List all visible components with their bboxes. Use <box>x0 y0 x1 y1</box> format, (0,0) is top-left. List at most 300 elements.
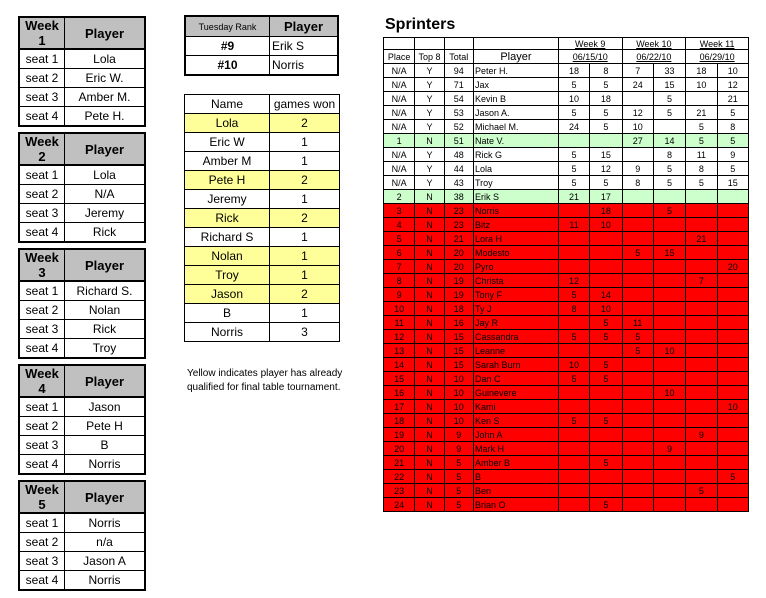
place-cell: 10 <box>384 302 415 316</box>
top8-cell: N <box>415 204 444 218</box>
seat-player-cell: Norris <box>65 571 146 591</box>
w10-a-cell <box>622 470 653 484</box>
w11-a-cell <box>686 386 717 400</box>
w11-b-cell <box>717 190 748 204</box>
w9-a-cell <box>558 456 589 470</box>
w9-b-cell <box>590 232 622 246</box>
place-cell: 7 <box>384 260 415 274</box>
total-cell: 54 <box>444 92 473 106</box>
seat-cell: seat 3 <box>19 204 65 223</box>
seat-player-cell: Pete H <box>65 417 146 436</box>
w11-b-cell <box>717 204 748 218</box>
top8-cell: Y <box>415 120 444 134</box>
total-cell: 10 <box>444 414 473 428</box>
games-won-cell: 1 <box>270 190 340 209</box>
w9-a-cell <box>558 260 589 274</box>
place-cell: 8 <box>384 274 415 288</box>
seat-row <box>19 513 145 533</box>
player-cell: Peter H. <box>473 64 558 78</box>
games-won-cell: 2 <box>270 171 340 190</box>
top8-cell: N <box>415 302 444 316</box>
w11-a-cell: 8 <box>686 162 717 176</box>
sprinter-row <box>384 78 749 92</box>
w11-a-cell <box>686 302 717 316</box>
seat-player-cell: Jason <box>65 397 146 417</box>
w11-b-cell: 5 <box>717 162 748 176</box>
w9-b-cell <box>590 470 622 484</box>
games-won-cell: 2 <box>270 209 340 228</box>
sprinter-row <box>384 316 749 330</box>
top8-cell: Y <box>415 106 444 120</box>
w10-b-cell <box>653 218 685 232</box>
player-cell: Amber B <box>473 456 558 470</box>
place-cell: 5 <box>384 232 415 246</box>
games-won-cell: 2 <box>270 114 340 133</box>
w9-b-cell <box>590 400 622 414</box>
w9-a-cell <box>558 484 589 498</box>
seat-row <box>19 417 145 436</box>
player-cell: Christa <box>473 274 558 288</box>
w11-b-cell: 20 <box>717 260 748 274</box>
top8-cell: N <box>415 358 444 372</box>
games-row <box>185 114 340 133</box>
w9-b-cell <box>590 274 622 288</box>
w9-b-cell: 5 <box>590 498 622 512</box>
w9-b-cell <box>590 134 622 148</box>
top8-cell: N <box>415 386 444 400</box>
total-cell: 10 <box>444 372 473 386</box>
w10-a-cell: 9 <box>622 162 653 176</box>
w10-b-cell <box>653 190 685 204</box>
player-name-cell: B <box>185 304 270 323</box>
sprinter-row <box>384 498 749 512</box>
w9-a-cell: 5 <box>558 78 589 92</box>
place-cell: 9 <box>384 288 415 302</box>
w9-a-cell: 5 <box>558 148 589 162</box>
w9-a-cell <box>558 134 589 148</box>
sprinter-row <box>384 232 749 246</box>
w11-a-cell <box>686 372 717 386</box>
w10-b-cell <box>653 428 685 442</box>
seat-player-cell: Rick <box>65 223 146 243</box>
top8-cell: N <box>415 246 444 260</box>
player-cell: Norris <box>473 204 558 218</box>
w11-a-cell <box>686 470 717 484</box>
top8-cell: N <box>415 442 444 456</box>
w11-b-cell: 5 <box>717 470 748 484</box>
seat-row <box>19 339 145 359</box>
w10-a-cell <box>622 218 653 232</box>
player-name-cell: Jason <box>185 285 270 304</box>
games-won-cell: 1 <box>270 266 340 285</box>
w10-a-cell <box>622 190 653 204</box>
player-header: Player <box>65 17 146 49</box>
player-cell: Lora H <box>473 232 558 246</box>
w10-a-cell: 8 <box>622 176 653 190</box>
seat-row <box>19 69 145 88</box>
w9-b-cell: 5 <box>590 330 622 344</box>
w9-b-cell: 18 <box>590 92 622 106</box>
w10-b-cell: 8 <box>653 148 685 162</box>
place-cell: N/A <box>384 162 415 176</box>
week-3-table <box>18 248 146 359</box>
player-cell: Tony F <box>473 288 558 302</box>
player-name-cell: Lola <box>185 114 270 133</box>
top8-cell: N <box>415 372 444 386</box>
w11-a-cell <box>686 456 717 470</box>
total-cell: 10 <box>444 386 473 400</box>
sprinter-row <box>384 218 749 232</box>
seat-cell: seat 4 <box>19 571 65 591</box>
player-name-cell: Norris <box>185 323 270 342</box>
w11-b-cell: 15 <box>717 176 748 190</box>
w9-b-cell: 14 <box>590 288 622 302</box>
games-won-cell: 1 <box>270 247 340 266</box>
player-cell: Nate V. <box>473 134 558 148</box>
games-row <box>185 171 340 190</box>
player-cell: Jax <box>473 78 558 92</box>
w11-b-cell <box>717 316 748 330</box>
top8-cell: N <box>415 316 444 330</box>
top8-cell: N <box>415 330 444 344</box>
w11-a-cell <box>686 190 717 204</box>
player-cell: Dan C <box>473 372 558 386</box>
total-cell: 5 <box>444 456 473 470</box>
player-name-cell: Richard S <box>185 228 270 247</box>
seat-cell: seat 3 <box>19 320 65 339</box>
week-10-date: 06/22/10 <box>622 50 686 64</box>
total-cell: 19 <box>444 288 473 302</box>
w10-a-cell <box>622 456 653 470</box>
place-cell: 24 <box>384 498 415 512</box>
top8-cell: N <box>415 428 444 442</box>
w9-b-cell: 8 <box>590 64 622 78</box>
seat-cell: seat 3 <box>19 436 65 455</box>
w10-a-cell <box>622 260 653 274</box>
w10-b-cell <box>653 358 685 372</box>
w10-a-cell <box>622 414 653 428</box>
w11-a-cell: 5 <box>686 484 717 498</box>
w10-a-cell <box>622 428 653 442</box>
sprinter-row <box>384 414 749 428</box>
total-cell: 18 <box>444 302 473 316</box>
w9-b-cell: 5 <box>590 414 622 428</box>
games-row <box>185 133 340 152</box>
w10-b-cell <box>653 232 685 246</box>
total-cell: 20 <box>444 260 473 274</box>
w9-b-cell <box>590 260 622 274</box>
place-cell: N/A <box>384 78 415 92</box>
games-row <box>185 247 340 266</box>
w10-a-cell <box>622 232 653 246</box>
w11-a-cell <box>686 344 717 358</box>
w10-b-cell <box>653 498 685 512</box>
seat-row <box>19 88 145 107</box>
top8-cell: Y <box>415 92 444 106</box>
w11-b-cell <box>717 302 748 316</box>
w11-b-cell <box>717 442 748 456</box>
player-header: Player <box>65 365 146 397</box>
total-cell: 19 <box>444 274 473 288</box>
w10-b-cell: 14 <box>653 134 685 148</box>
sprinter-row <box>384 204 749 218</box>
w10-a-cell: 7 <box>622 64 653 78</box>
total-cell: 23 <box>444 204 473 218</box>
place-cell: 13 <box>384 344 415 358</box>
sprinter-row <box>384 428 749 442</box>
sprinter-row <box>384 400 749 414</box>
w11-a-cell <box>686 400 717 414</box>
w11-b-cell <box>717 232 748 246</box>
total-cell: 21 <box>444 232 473 246</box>
w10-a-cell <box>622 92 653 106</box>
seat-row <box>19 571 145 591</box>
w9-b-cell <box>590 484 622 498</box>
w10-a-cell <box>622 302 653 316</box>
seat-player-cell: Lola <box>65 49 146 69</box>
games-won-header: games won <box>270 95 340 114</box>
games-row <box>185 152 340 171</box>
games-row <box>185 285 340 304</box>
games-won-cell: 1 <box>270 133 340 152</box>
seat-cell: seat 4 <box>19 107 65 127</box>
seat-player-cell: Nolan <box>65 301 146 320</box>
total-cell: 38 <box>444 190 473 204</box>
place-cell: 4 <box>384 218 415 232</box>
seat-cell: seat 2 <box>19 69 65 88</box>
place-cell: N/A <box>384 176 415 190</box>
w9-a-cell <box>558 204 589 218</box>
w9-b-cell: 10 <box>590 218 622 232</box>
seat-row <box>19 533 145 552</box>
total-cell: 44 <box>444 162 473 176</box>
player-cell: Rick G <box>473 148 558 162</box>
total-cell: 20 <box>444 246 473 260</box>
player-cell: Bitz <box>473 218 558 232</box>
seat-cell: seat 2 <box>19 185 65 204</box>
total-cell: 15 <box>444 330 473 344</box>
games-won-cell: 1 <box>270 228 340 247</box>
player-header: Player <box>65 249 146 281</box>
place-cell: 17 <box>384 400 415 414</box>
w9-a-cell <box>558 246 589 260</box>
w11-b-cell <box>717 246 748 260</box>
w11-a-cell <box>686 414 717 428</box>
player-header: Player <box>65 133 146 165</box>
w9-a-cell: 5 <box>558 288 589 302</box>
w11-a-cell <box>686 330 717 344</box>
rank-player-cell: Norris <box>270 56 339 76</box>
w11-b-cell <box>717 428 748 442</box>
w11-b-cell: 12 <box>717 78 748 92</box>
sprinter-row <box>384 134 749 148</box>
sprinter-row <box>384 484 749 498</box>
w11-b-cell <box>717 330 748 344</box>
w11-b-cell: 10 <box>717 400 748 414</box>
total-cell: 94 <box>444 64 473 78</box>
w10-a-cell <box>622 204 653 218</box>
seat-cell: seat 2 <box>19 301 65 320</box>
sprinter-row <box>384 442 749 456</box>
place-cell: 18 <box>384 414 415 428</box>
tuesday-rank-header: Tuesday Rank <box>185 16 270 37</box>
w9-a-cell <box>558 232 589 246</box>
sprinters-title: Sprinters <box>385 16 456 33</box>
seat-player-cell: Norris <box>65 513 146 533</box>
top8-cell: N <box>415 414 444 428</box>
w9-b-cell: 5 <box>590 120 622 134</box>
place-cell: 14 <box>384 358 415 372</box>
sprinter-row <box>384 260 749 274</box>
top8-cell: N <box>415 470 444 484</box>
w11-b-cell <box>717 344 748 358</box>
week-header: Week 4 <box>19 365 65 397</box>
player-name-cell: Pete H <box>185 171 270 190</box>
w9-b-cell: 15 <box>590 148 622 162</box>
total-cell: 5 <box>444 470 473 484</box>
w10-a-cell <box>622 400 653 414</box>
w10-b-cell <box>653 372 685 386</box>
seat-player-cell: N/A <box>65 185 146 204</box>
week-9-header: Week 9 <box>558 38 622 50</box>
player-cell: Lola <box>473 162 558 176</box>
seat-player-cell: Eric W. <box>65 69 146 88</box>
sprinter-row <box>384 246 749 260</box>
top8-cell: N <box>415 134 444 148</box>
sprinter-row <box>384 190 749 204</box>
seat-cell: seat 3 <box>19 88 65 107</box>
player-cell: Modesto <box>473 246 558 260</box>
player-cell: Cassandra <box>473 330 558 344</box>
w9-b-cell <box>590 246 622 260</box>
games-won-table <box>184 94 340 342</box>
total-header: Total <box>444 50 473 64</box>
place-cell: N/A <box>384 92 415 106</box>
w10-a-cell: 10 <box>622 120 653 134</box>
w9-a-cell: 5 <box>558 106 589 120</box>
total-cell: 10 <box>444 400 473 414</box>
top8-cell: Y <box>415 162 444 176</box>
w11-a-cell: 7 <box>686 274 717 288</box>
place-cell: 16 <box>384 386 415 400</box>
place-cell: 6 <box>384 246 415 260</box>
top8-cell: Y <box>415 64 444 78</box>
sprinter-row <box>384 456 749 470</box>
player-name-cell: Rick <box>185 209 270 228</box>
w10-b-cell <box>653 260 685 274</box>
rank-cell: #9 <box>185 37 270 56</box>
games-won-cell: 1 <box>270 152 340 171</box>
seat-row <box>19 165 145 185</box>
top8-cell: N <box>415 190 444 204</box>
w10-a-cell: 27 <box>622 134 653 148</box>
w10-b-cell <box>653 302 685 316</box>
games-won-cell: 1 <box>270 304 340 323</box>
w10-b-cell: 15 <box>653 246 685 260</box>
w9-b-cell <box>590 344 622 358</box>
player-cell: John A <box>473 428 558 442</box>
place-cell: 3 <box>384 204 415 218</box>
week-9-date: 06/15/10 <box>558 50 622 64</box>
week-2-table <box>18 132 146 243</box>
place-cell: N/A <box>384 120 415 134</box>
player-header: Player <box>270 16 339 37</box>
seat-player-cell: Norris <box>65 455 146 475</box>
w11-b-cell <box>717 288 748 302</box>
seat-row <box>19 107 145 127</box>
place-cell: 21 <box>384 456 415 470</box>
total-cell: 51 <box>444 134 473 148</box>
top8-cell: N <box>415 218 444 232</box>
week-header: Week 5 <box>19 481 65 513</box>
seat-cell: seat 1 <box>19 397 65 417</box>
name-header: Name <box>185 95 270 114</box>
top8-cell: N <box>415 288 444 302</box>
w10-b-cell <box>653 120 685 134</box>
player-cell: Ty J <box>473 302 558 316</box>
legend-note: Yellow indicates player has already qualified for final table tournament. <box>187 368 343 393</box>
w9-a-cell: 5 <box>558 414 589 428</box>
w11-b-cell <box>717 274 748 288</box>
seat-row <box>19 204 145 223</box>
sprinter-row <box>384 344 749 358</box>
w11-b-cell <box>717 386 748 400</box>
w9-a-cell: 24 <box>558 120 589 134</box>
rank-cell: #10 <box>185 56 270 76</box>
w9-b-cell: 5 <box>590 316 622 330</box>
w9-b-cell <box>590 386 622 400</box>
w10-a-cell: 24 <box>622 78 653 92</box>
w11-a-cell: 5 <box>686 176 717 190</box>
total-cell: 43 <box>444 176 473 190</box>
w10-b-cell <box>653 456 685 470</box>
sprinter-row <box>384 120 749 134</box>
w9-b-cell: 17 <box>590 190 622 204</box>
player-name-cell: Jeremy <box>185 190 270 209</box>
sprinter-row <box>384 386 749 400</box>
w11-a-cell <box>686 260 717 274</box>
w10-b-cell <box>653 484 685 498</box>
games-row <box>185 228 340 247</box>
player-cell: Jay R <box>473 316 558 330</box>
player-name-cell: Troy <box>185 266 270 285</box>
games-row <box>185 266 340 285</box>
w11-a-cell: 21 <box>686 106 717 120</box>
sprinter-row <box>384 372 749 386</box>
total-cell: 71 <box>444 78 473 92</box>
w11-a-cell: 9 <box>686 428 717 442</box>
player-cell: Ken S <box>473 414 558 428</box>
w9-a-cell: 10 <box>558 92 589 106</box>
place-cell: N/A <box>384 64 415 78</box>
sprinter-row <box>384 106 749 120</box>
w9-a-cell <box>558 386 589 400</box>
seat-player-cell: Lola <box>65 165 146 185</box>
sprinter-row <box>384 358 749 372</box>
w10-a-cell <box>622 358 653 372</box>
total-cell: 16 <box>444 316 473 330</box>
w9-a-cell: 11 <box>558 218 589 232</box>
total-cell: 53 <box>444 106 473 120</box>
top8-cell: N <box>415 232 444 246</box>
player-name-cell: Eric W <box>185 133 270 152</box>
w10-a-cell: 5 <box>622 344 653 358</box>
sprinter-row <box>384 330 749 344</box>
player-name-cell: Nolan <box>185 247 270 266</box>
w10-b-cell: 5 <box>653 162 685 176</box>
w11-b-cell: 5 <box>717 134 748 148</box>
w9-b-cell: 5 <box>590 78 622 92</box>
